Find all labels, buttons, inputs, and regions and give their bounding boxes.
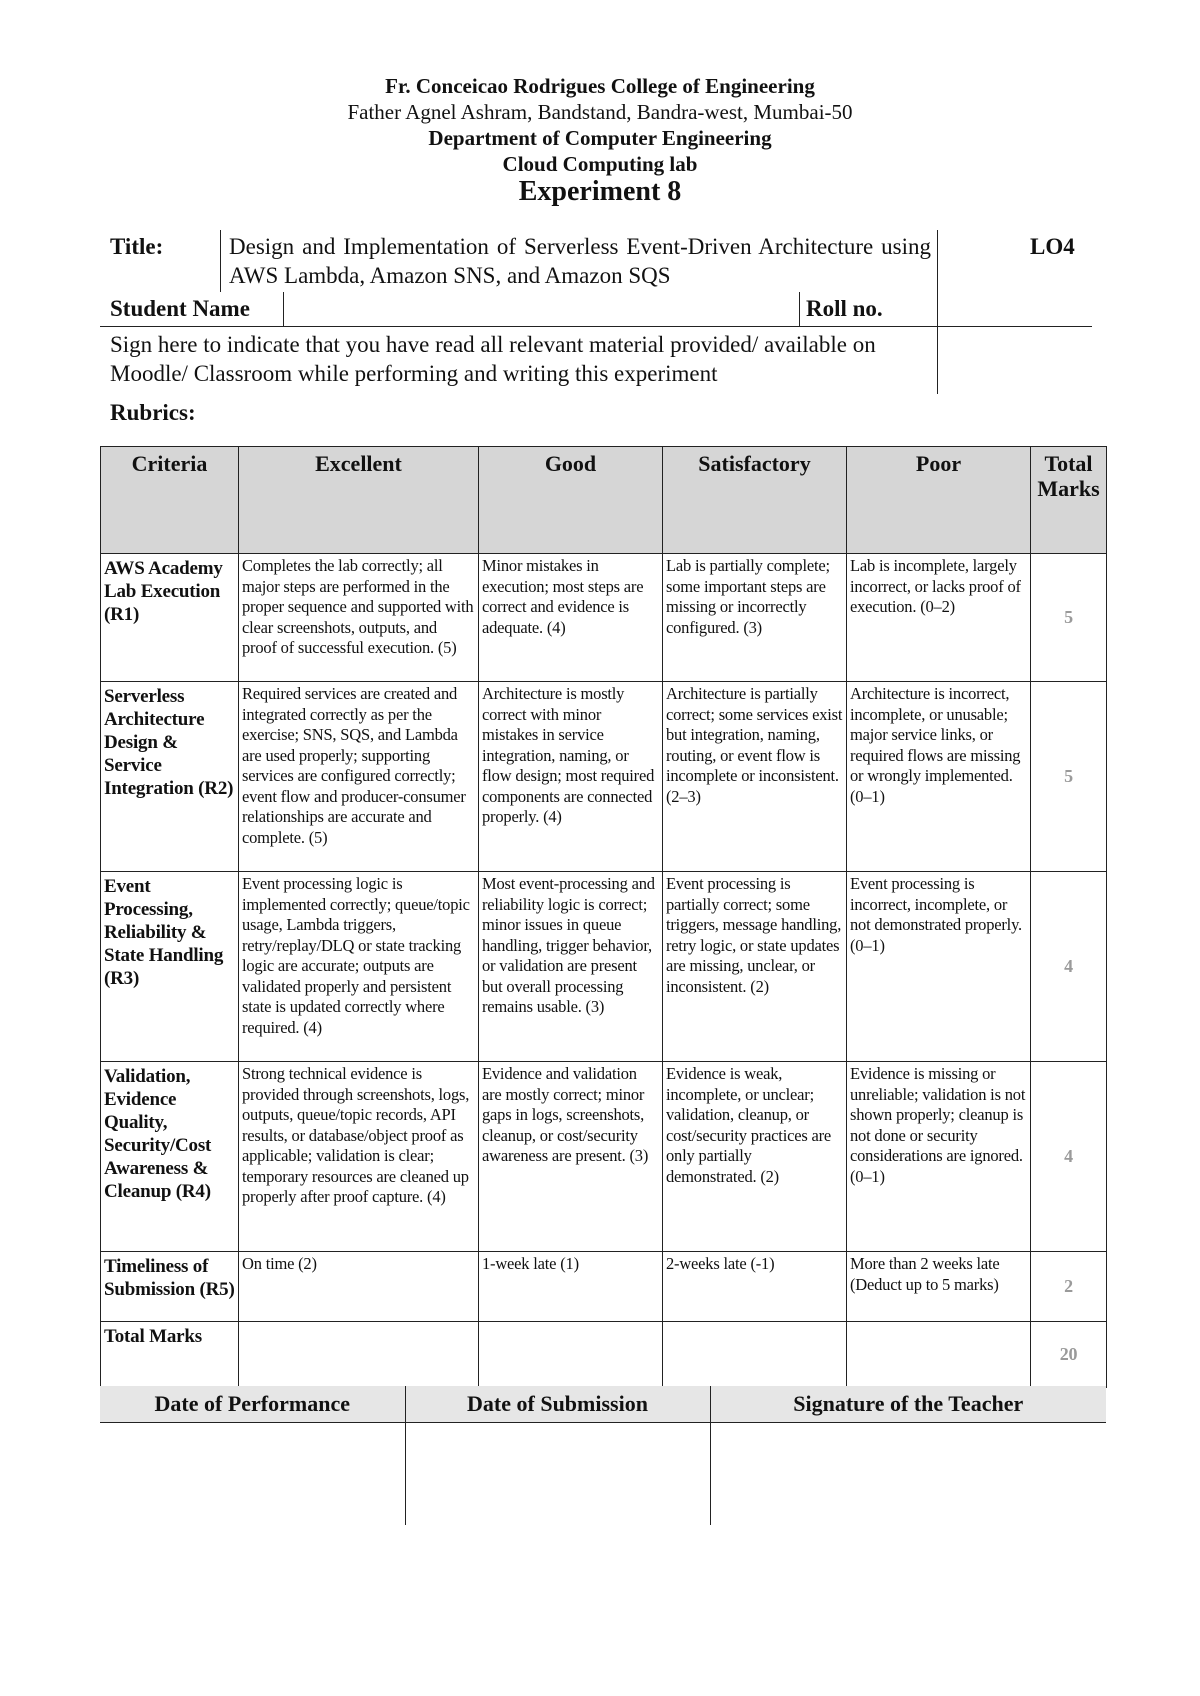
table-row	[101, 682, 1107, 872]
criteria-cell: Event Processing, Reliability & State Handling (R3)	[101, 872, 239, 1062]
excellent-cell: Event processing logic is implemented correctly; queue/topic usage, Lambda triggers, retry/replay/DLQ or state tracking logic are accurate; outputs are validated properly and persistent state is updated correctly where required. (4)	[239, 872, 479, 1062]
excellent-cell: Completes the lab correctly; all major steps are performed in the proper sequence and supported with clear screenshots, outputs, and proof of successful execution. (5)	[239, 554, 479, 682]
table-row	[101, 1252, 1107, 1322]
poor-cell	[847, 1322, 1031, 1388]
excellent-cell: Required services are created and integrated correctly as per the exercise; SNS, SQS, and Lambda are used properly; supporting services are configured correctly; event flow and producer-consumer relationships are accurate and complete. (5)	[239, 682, 479, 872]
table-row	[101, 1322, 1107, 1388]
lab-name: Cloud Computing lab	[502, 152, 698, 176]
satisfactory-cell: Evidence is weak, incomplete, or unclear; validation, cleanup, or cost/security practices are only partially demonstrated. (2)	[663, 1062, 847, 1252]
date-of-performance-label: Date of Performance	[100, 1386, 405, 1423]
total-cell: 5	[1031, 554, 1107, 682]
student-name-field[interactable]	[287, 294, 795, 324]
rubrics-label: Rubrics:	[110, 400, 196, 425]
criteria-cell: Total Marks	[101, 1322, 239, 1388]
teacher-signature-field[interactable]	[710, 1423, 1106, 1526]
signature-field[interactable]	[940, 330, 1088, 390]
good-cell: 1-week late (1)	[479, 1252, 663, 1322]
rubrics-header-row	[101, 447, 1107, 554]
college-name: Fr. Conceicao Rodrigues College of Engineering	[385, 74, 815, 98]
satisfactory-cell	[663, 1322, 847, 1388]
info-underline	[100, 326, 1092, 327]
table-row	[101, 872, 1107, 1062]
satisfactory-cell: Lab is partially complete; some important steps are missing or incorrectly configured. (3)	[663, 554, 847, 682]
college-address: Father Agnel Ashram, Bandstand, Bandra-west, Mumbai-50	[347, 100, 853, 124]
satisfactory-cell: Event processing is partially correct; some triggers, message handling, retry logic, or state updates are missing, unclear, or inconsistent. (2)	[663, 872, 847, 1062]
roll-divider	[799, 292, 800, 326]
poor-cell: More than 2 weeks late (Deduct up to 5 marks)	[847, 1252, 1031, 1322]
experiment-description: Design and Implementation of Serverless Event-Driven Architecture using AWS Lambda, Amazon SNS, and Amazon SQS	[229, 234, 931, 288]
table-row	[101, 1062, 1107, 1252]
satisfactory-cell: 2-weeks late (-1)	[663, 1252, 847, 1322]
good-cell	[479, 1322, 663, 1388]
good-cell: Most event-processing and reliability logic is correct; minor issues in queue handling, trigger behavior, or validation are present but overall processing remains usable. (3)	[479, 872, 663, 1062]
rubrics-table	[100, 446, 1107, 1388]
header-total-marks: Total Marks	[1031, 447, 1107, 554]
criteria-cell: Timeliness of Submission (R5)	[101, 1252, 239, 1322]
criteria-cell: Serverless Architecture Design & Service Integration (R2)	[101, 682, 239, 872]
good-cell: Architecture is mostly correct with minor mistakes in service integration, naming, or flow design; most required components are connected properly. (4)	[479, 682, 663, 872]
table-row	[101, 554, 1107, 682]
header-satisfactory: Satisfactory	[663, 447, 847, 554]
sign-instruction: Sign here to indicate that you have read all relevant material provided/ available on Moodle/ Classroom while performing and writing this experiment	[110, 332, 876, 386]
lo-divider	[937, 230, 938, 394]
poor-cell: Architecture is incorrect, incomplete, or unusable; major service links, or required flows are missing or wrongly implemented. (0–1)	[847, 682, 1031, 872]
poor-cell: Lab is incomplete, largely incorrect, or lacks proof of execution. (0–2)	[847, 554, 1031, 682]
student-name-divider	[283, 292, 284, 326]
date-of-submission-field[interactable]	[405, 1423, 710, 1526]
student-name-label: Student Name	[110, 296, 250, 321]
date-of-performance-field[interactable]	[100, 1423, 405, 1526]
excellent-cell	[239, 1322, 479, 1388]
criteria-cell: AWS Academy Lab Execution (R1)	[101, 554, 239, 682]
header-criteria: Criteria	[101, 447, 239, 554]
good-cell: Minor mistakes in execution; most steps are correct and evidence is adequate. (4)	[479, 554, 663, 682]
roll-no-field[interactable]	[940, 294, 1088, 324]
total-cell: 4	[1031, 1062, 1107, 1252]
satisfactory-cell: Architecture is partially correct; some services exist but integration, naming, routing, or event flow is incomplete or inconsistent. (2–3)	[663, 682, 847, 872]
roll-no-label: Roll no.	[806, 296, 883, 321]
total-cell: 2	[1031, 1252, 1107, 1322]
header-poor: Poor	[847, 447, 1031, 554]
submission-table	[100, 1386, 1106, 1525]
date-of-submission-label: Date of Submission	[405, 1386, 710, 1423]
poor-cell: Evidence is missing or unreliable; validation is not shown properly; cleanup is not done or security considerations are ignored. (0–1)	[847, 1062, 1031, 1252]
title-divider	[220, 230, 221, 292]
title-label: Title:	[110, 234, 164, 259]
poor-cell: Event processing is incorrect, incomplete, or not demonstrated properly. (0–1)	[847, 872, 1031, 1062]
total-cell: 4	[1031, 872, 1107, 1062]
department-name: Department of Computer Engineering	[428, 126, 772, 150]
good-cell: Evidence and validation are mostly correct; minor gaps in logs, screenshots, cleanup, or cost/security awareness are present. (3)	[479, 1062, 663, 1252]
total-cell: 5	[1031, 682, 1107, 872]
excellent-cell: On time (2)	[239, 1252, 479, 1322]
total-marks-value: 20	[1031, 1322, 1107, 1388]
criteria-cell: Validation, Evidence Quality, Security/Cost Awareness & Cleanup (R4)	[101, 1062, 239, 1252]
teacher-signature-label: Signature of the Teacher	[710, 1386, 1106, 1423]
header-excellent: Excellent	[239, 447, 479, 554]
header-good: Good	[479, 447, 663, 554]
learning-outcome: LO4	[1030, 234, 1075, 259]
experiment-title: Experiment 8	[518, 176, 682, 207]
excellent-cell: Strong technical evidence is provided through screenshots, logs, outputs, queue/topic records, API results, or database/object proof as applicable; validation is clear; temporary resources are cleaned up properly after proof capture. (4)	[239, 1062, 479, 1252]
